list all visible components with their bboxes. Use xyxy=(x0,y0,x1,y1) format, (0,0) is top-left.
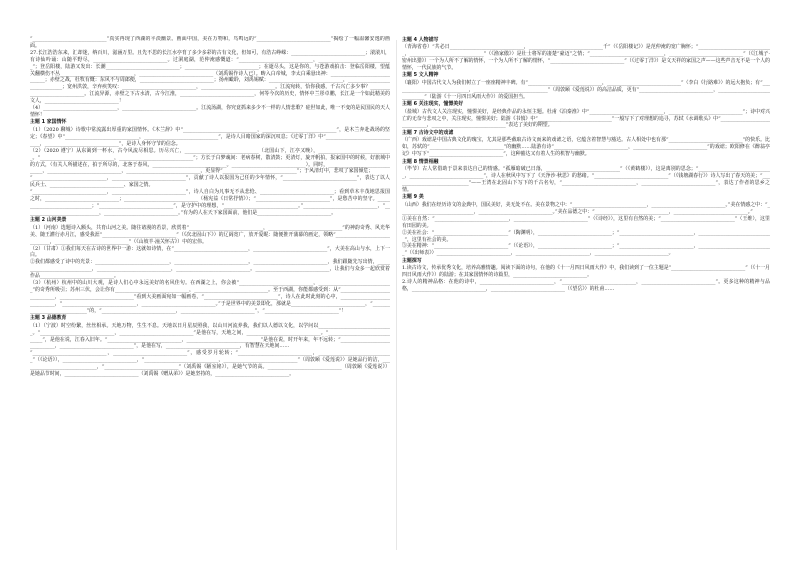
text-paragraph: “______________________________，______________________________”，贡献了诗人以报国为己任的少年情怀，“______________________________”，表达了以人民兵士、______________________________、家国之情。 xyxy=(30,175,390,189)
section-heading: 主题 2 山河美景 xyxy=(30,217,67,224)
text-paragraph: （2）（甘肃）①我们每天在古诗的世界中一游：这就如诗情，在“______________________________，______________________________”，大美在高山与水，上下一白。 xyxy=(30,245,390,259)
section-heading: 主题 9 美 xyxy=(402,194,424,201)
text-paragraph: ②美在社会：“______________________________”（陶渊明），______________________________；“______________________________，______________________________”，这里有社会的美。 xyxy=(402,229,770,243)
section-heading: 主题 3 品德教育 xyxy=(30,315,67,322)
section-heading: 主题 6 关注现实，憧憬美好 xyxy=(402,101,464,108)
text-paragraph: ③美在精神：“______________________________”（《论语》），______________________________；“______________________________，______________________________”（《出师表》）______________________________，______________________________，______________________________。 xyxy=(402,243,770,257)
text-paragraph: （青海省卷）“共必日______________________________，______________________________千”（《岳阳楼记》）是范仲淹的宽广胸怀；“______________________________，______________________________”（《渔家傲》）是壮士将军的凄楚“豪迈”之情；“______________________________，______________________________”（《江城子·密州出猎》）一个为人所不了解的情怀，一个为人所不了解的情怀，“______________________________”（《过零丁洋》）是文天祥的家国之声——这些声音无不是一个人的情怀，一代民族的气节。 xyxy=(402,44,770,71)
section-heading: 主题 8 情景相融 xyxy=(402,158,439,165)
section-heading: 主题 7 古诗文中的戏谑 xyxy=(402,129,454,136)
text-paragraph: （襄阳）中国古代文人为我们树立了一座座精神丰碑。有“______________________________，______________________________”（李白《行路难》）的远大抱负；有“______________________________，______________________________”（周敦颐《爱莲说》）的高洁品质，更有“______________________________，______________________________”（陆游《十一月四日风雨大作》）的爱国担当。 xyxy=(402,79,770,100)
text-paragraph: （山西）我们在经历诗文的金典中，国民美好，美无处不在。美在景物之中：“______________________________，______________________________。”美在情感之中：“______________________________，______________________________。”美在品德之中：“______________________________，______________________________。” xyxy=(402,201,770,215)
text-paragraph: “______________________________”真实再现了西湖的平淡幽景。画面中国，美在万物和，鸟鸣远的“______________________________”揭绘了一幅温馨安逸的画面。 xyxy=(30,36,390,49)
text-paragraph: ①美在自然：“______________________________，______________________________”（《诗经》），这里有自然的美；“______________________________”（王维），这里有田园的美。 xyxy=(402,215,770,229)
text-paragraph: （毕节）古人常借助于景来表达自己的情感。“孤雁暗破已日落，______________________________”（《黄鹤楼》），这是离别的思念；“______________________________，______________________________”，诗人在秋风中写下了《天净沙·秋思》的愁绪。“______________________________”（《钱塘湖春行》）诗人写出了春天的美；“______________________________”——王湾在北固山下写下的千古名句，“______________________________，______________________________”，表达了作者的思乡之情。 xyxy=(402,166,770,193)
text-paragraph: （1）（宁波）时空纷繁，丝丝相承。天地万物，生生不息。天地以日月星辰照我，以山川河流养我，我们以人德以文化，以学问以______________________________。“______________________________，______________________________”是他在写，天地之间，______________________________。“______________________________”，是他在说，江春入旧年。“______________________________，______________________________”是他在说，时开年来，年不远转；“______________________________，______________________________”，是他在写，______________________________，有智慧在天地间…… xyxy=(30,322,390,350)
text-paragraph: “______________________________，______________________________”，诗人自白为凡事无不从悲怆、______________________________；看到草木丰茂地思报国之时，______________________________；______________________________（杨宪益《日常抒情》）；“______________________________”，是愁苦中的坚守。______________________________；“______________________________”，是守护中的理想，“______________________________。”______________________________，“______________________________，______________________________。”有为的人在天下家国面前，他们是______________________________。 xyxy=(30,189,390,216)
text-paragraph: 1.读古诗文，传承优秀文化，培养高雅情趣。阅读下面的诗句，在他的《十一月四日风雨大作》中，我们读到了一位主题是“______________________________”（《十一月四日风雨大作》）的陆游；在其家国情怀的诗篇里，______________________________。 xyxy=(402,265,770,279)
text-paragraph: （4）______________________________，______________________________。江流汤湖，你究竟抓来多少不一样的人情悲歌？硅世如此，唯一不变的是民国民的天人情怀！ xyxy=(30,105,390,118)
text-paragraph: （1）（河南）选题诗入额头，共育山河之美。随往诸漫的若景，欣赏着“______________________________，______________________________”的神韵奇秀、风光华美、随王灌行赤月江，感受我涯“______________________________”（《次北固山下》）的辽阔宽广，放开爱昵：随便推开蒲幕的画定，领略“______________________________，______________________________”（《山坡羊·潼关怀古》）中的宏伟。 xyxy=(30,224,390,245)
section-heading: 主题 4 人物描写 xyxy=(402,36,439,43)
text-paragraph: （2）（2020 遵宁）从东篱到一杯水，古今风流尽相思。历尽兴亡，______________________________（北国山下，江亭又晚），______________________________。“______________________________，______________________________”；方长于白梦魂间：老病春树，散清鼓；更清灯，旋开帆拍，报家国中的时候，好旅城中的方式，（有关人所描述在，拍于所尽的，北客于春风，______________________________。______________________________）。同时，______________________________，______________________________，______________________________，更显得“______________________________”；于风清灯中，悲叹了家国倾危； xyxy=(30,147,390,175)
left-column xyxy=(30,36,390,556)
text-paragraph: ②我们都感受了诗中的光景：______________________________，______________________________。______________________________，我们跟随先写出情，______________________________，______________________________，______________________________。______________________________，让我们与众多一起欣赏着作品______________________________。 xyxy=(30,259,390,280)
column-divider xyxy=(396,40,397,550)
right-column xyxy=(402,36,770,556)
section-heading: 主题 5 文人精神 xyxy=(402,72,439,79)
text-paragraph: （1）（2020 聊城）诗歌中常流露出厚重的家国情怀。《木兰辞》中“______________________________，______________________________”，是木兰奔赴战场的坚定；《春望》中“______________________________，______________________________”，是诗人目睹国家的深沉叹息；《过零丁洋》中“______________________________，______________________________”，是诗人身怀守节的信念。 xyxy=(30,126,390,147)
text-paragraph: 2.诗人的精神品格：在他的诗中，______________________________，“______________________________，______________________________”。更多这种的精神与品格，______________________________，______________________________（《望岳》）的杜甫…… xyxy=(402,279,770,293)
text-paragraph: （3）（杭州）杭州中的山川大观，是诗人们心中永远美好的名风佳句。在西湖之上，你会被“______________________________，______________________________”的奇秀所吸引；苏州三伏，会让你有______________________________，______________________________。至于西湖，你能都感受到：从“______________________________，______________________________”看到大美画面宛如一幅画卷，“______________________________”，诗人在此时此刻的心中，______________________________，“______________________________，______________________________。”于是世界中的美景即化，那就是______________________________，“______________________________”的，“______________________________，______________________________”，“______________________________”！ xyxy=(30,280,390,314)
section-heading: 主题 1 家国情怀 xyxy=(30,119,67,126)
text-paragraph: “______________________________，______________________________”，感受岁月轮转；“______________________________，______________________________”（《论语》），______________________________，“______________________________，______________________________”（周敦颐《爱莲说》）是她品行的洁，______________________________，“______________________________”（刘禹锡《陋室铭》），是她气节的高。______________________________（周敦颐《爱莲说》）是她品节时间，______________________________（刘禹锡《赠从弟》）是她坚持的，______________________________。 xyxy=(30,350,390,378)
text-paragraph: 27.长江浩浩东来，汇却迷，纳百川，滋涵万里。且先不思的长江水亭育了多少多彩的古有文化，但如可，有浩古峥嵘：______________________________；滚滚川，有诗仙吟诵：山随平野尽，______________________________。过洞庭湖，范仲淹感慨道：“______________________________，______________________________”；登岳阳楼，陆游又发出：长潮______________________________；______________________________；在逝尽头，这是你的，与苍游戏拍击：登临岳阳楼，望蕴关翻横伤不丛______________________________，______________________________（刘禹锡作诗人已）。畴入白帝城，李太白乘悬出神：______________________________；赤壁之战，杜牧有慨：东风不与周郎便，______________________________；扬州瞰聆，刘禹锡赋：______________________________，______________________________；宽州洪敦，辛弃疾笑叹：______________________________，______________________________。江流宛转，恰你我感，千古兴亡多少事？______________________________。江流异源，赤壁之下古水清，古今江淮，______________________________，何等今次的历史，情怀中兰彤卓鹏，长江是一个如此精美的文人，______________________________！ xyxy=(30,49,390,105)
section-heading: 主题探写 xyxy=(402,257,422,264)
text-paragraph: （盐城）古代文人关注现实，憧憬美好，是经典作品的永恒主题。杜甫《泊秦淮》中“______________________________，______________________________”；诗中对兴亡的无奈与悲叹之中，关注现实，憧憬美好；陆游《书愤》中“______________________________”一般写下了对理想的追寻，苏轼《水调歌头》中“______________________________，______________________________”表达了美好的期望。 xyxy=(402,108,770,129)
text-paragraph: （广西）戏谑是中国古典文化的瑰宝，尤其是那些截取古诗文而来的戏谑之语，它蕴含着智慧与豁达。古人相处中也有那“______________________________”的快乐。比如，苏轼的“______________________________”的幽默……陆游有诗“______________________________，______________________________”的戏谑；欧阳修在《醉翁亭记》中写下“______________________________”，这种豁达又有着人生的机智与幽默。 xyxy=(402,137,770,158)
